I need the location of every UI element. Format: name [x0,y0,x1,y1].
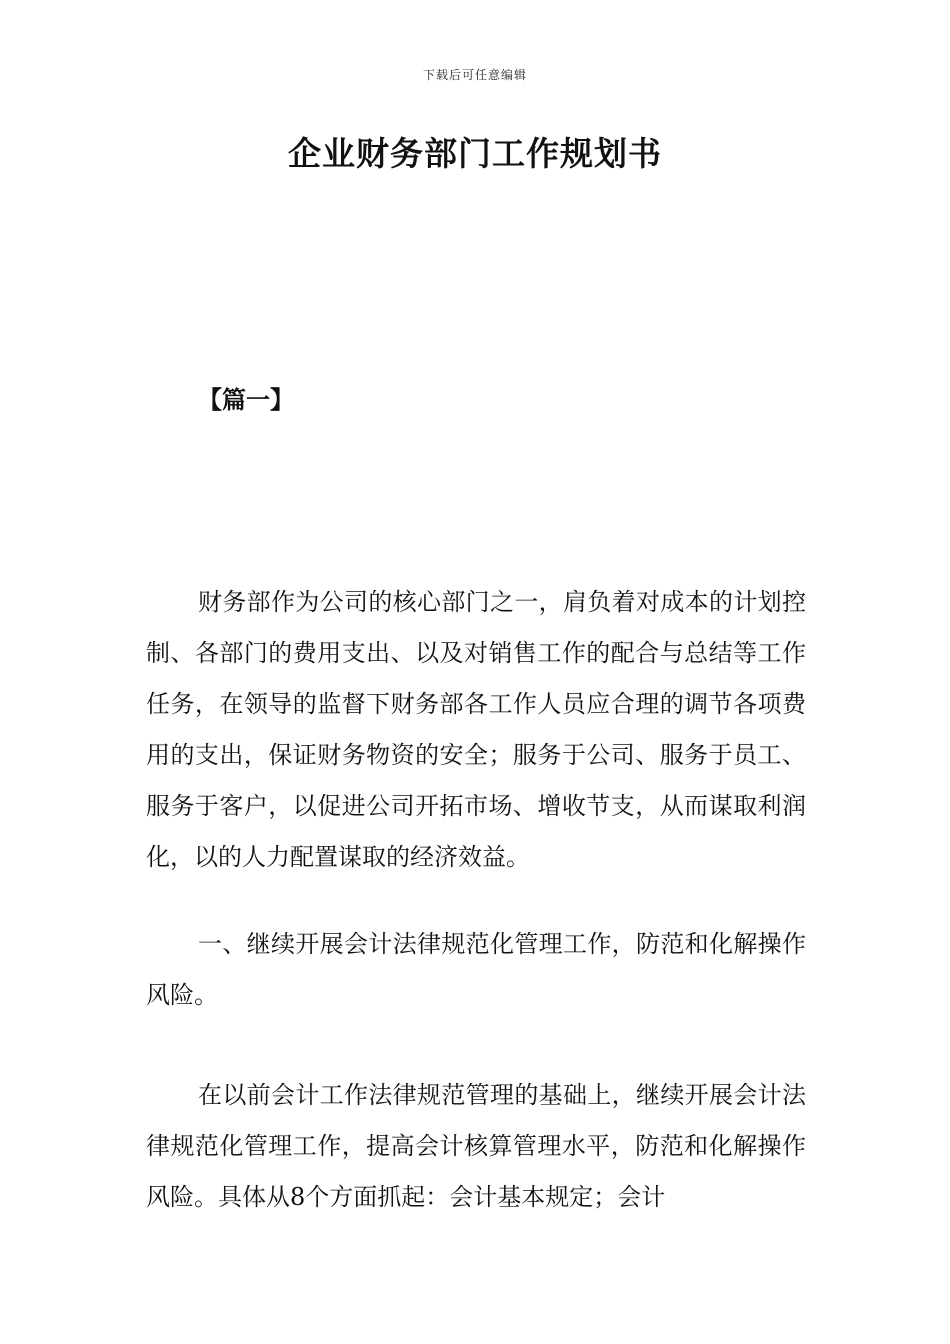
page-title: 企业财务部门工作规划书 [288,134,662,173]
section-label: 【篇一】 [198,385,294,414]
header-note: 下载后可任意编辑 [422,68,527,82]
body-paragraph-detail: 在以前会计工作法律规范管理的基础上，继续开展会计法律规范化管理工作，提高会计核算管理水平，防范和化解操作风险。具体从8个方面抓起：会计基本规定；会计 [146,1081,806,1211]
body-paragraph-intro: 财务部作为公司的核心部门之一，肩负着对成本的计划控制、各部门的费用支出、以及对销售工作的配合与总结等工作任务，在领导的监督下财务部各工作人员应合理的调节各项费用的支出，保证财务物资的安全；服务于公司、服务于员工、服务于客户，以促进公司开拓市场、增收节支，从而谋取利润化，以的人力配置谋取的经济效益。 [146,588,806,871]
body-paragraph-heading-1: 一、继续开展会计法律规范化管理工作，防范和化解操作风险。 [146,930,806,1009]
